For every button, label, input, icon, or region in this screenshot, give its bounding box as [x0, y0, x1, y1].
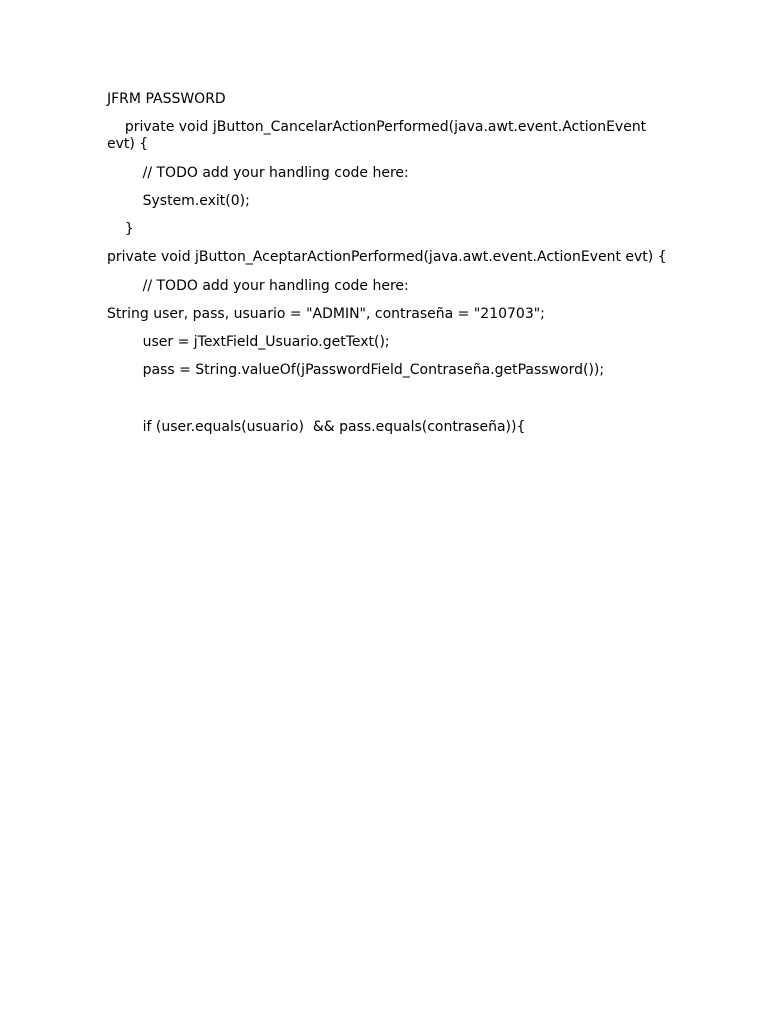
code-line: user = jTextField_Usuario.getText();: [107, 334, 390, 350]
document-title: JFRM PASSWORD: [107, 91, 226, 107]
code-line: private void jButton_CancelarActionPerformed(java.awt.event.ActionEvent evt) {: [107, 119, 651, 152]
code-line: pass = String.valueOf(jPasswordField_Contraseña.getPassword());: [107, 362, 605, 378]
code-line: if (user.equals(usuario) && pass.equals(contraseña)){: [107, 419, 526, 435]
code-line: private void jButton_AceptarActionPerformed(java.awt.event.ActionEvent evt) {: [107, 249, 667, 265]
code-line: String user, pass, usuario = "ADMIN", contraseña = "210703";: [107, 306, 545, 322]
code-line: }: [107, 221, 134, 237]
code-line: // TODO add your handling code here:: [107, 165, 409, 181]
code-line: System.exit(0);: [107, 193, 250, 209]
code-line: // TODO add your handling code here:: [107, 278, 409, 294]
